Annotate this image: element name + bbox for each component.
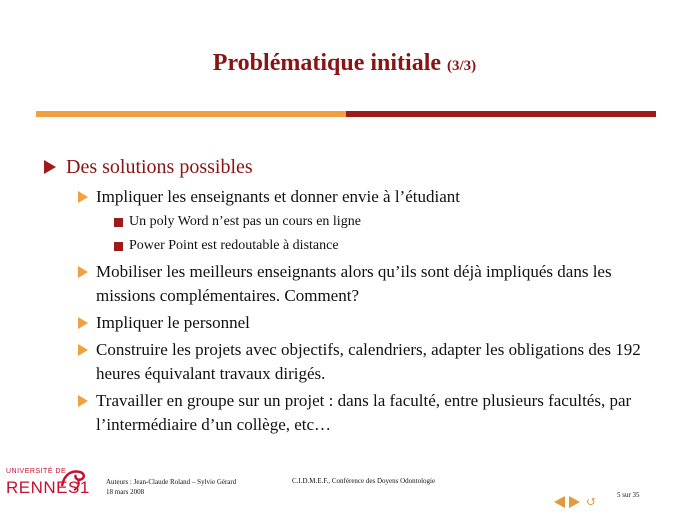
list-item: [78, 185, 644, 209]
date-text: 18 mars 2008: [106, 488, 145, 496]
previous-slide-icon[interactable]: [554, 496, 565, 508]
footer-authors: [106, 477, 236, 497]
footer-conference: C.I.D.M.E.F., Conférence des Doyens Odontologie: [292, 477, 436, 485]
triangle-bullet-icon: [78, 344, 88, 356]
list-item-text: Travailler en groupe sur un projet : dans la faculté, entre plusieurs facultés, par l’intermédiaire d’un collège, etc…: [96, 391, 632, 434]
logo-number: 1: [79, 478, 90, 497]
heading-text: Des solutions possibles: [66, 156, 253, 178]
list-item-text: Impliquer le personnel: [96, 313, 250, 332]
square-bullet-icon: [114, 218, 123, 227]
sub-list-item: [114, 236, 644, 256]
slide-navigation: [554, 496, 597, 508]
list-item: [78, 338, 644, 386]
authors-text: Auteurs : Jean-Claude Roland – Sylvie Gérard: [106, 478, 237, 486]
triangle-bullet-icon: [78, 266, 88, 278]
list-item: [78, 389, 644, 437]
slide-title-text: Problématique initiale: [212, 50, 442, 76]
logo-name: RENNES: [6, 478, 80, 497]
sub-list-item: [114, 212, 644, 232]
slide-title: [0, 50, 689, 77]
square-bullet-icon: [114, 242, 123, 251]
university-logo: [6, 466, 101, 500]
divider-red: [346, 111, 656, 117]
ermine-icon: [58, 466, 88, 494]
next-slide-icon[interactable]: [569, 496, 580, 508]
logo-top-text: UNIVERSITÉ DE: [6, 468, 67, 475]
triangle-bullet-icon: [78, 191, 88, 203]
slide-content: [44, 156, 644, 440]
list-item-text: Construire les projets avec objectifs, calendriers, adapter les obligations des 192 heures équivalant travaux dirigés.: [96, 340, 641, 383]
triangle-bullet-icon: [44, 160, 56, 174]
sub-list-item-text: Power Point est redoutable à distance: [129, 238, 339, 253]
triangle-bullet-icon: [78, 395, 88, 407]
list-item: [78, 311, 644, 335]
divider-orange: [36, 111, 346, 117]
list-item-text: Mobiliser les meilleurs enseignants alors qu’ils sont déjà impliqués dans les missions complémentaires. Comment?: [96, 262, 612, 305]
heading-bullet: [44, 156, 644, 179]
slide-title-suffix: (3/3): [447, 58, 477, 74]
return-icon[interactable]: ↺: [586, 494, 597, 509]
page-number: 5 sur 35: [617, 491, 640, 499]
triangle-bullet-icon: [78, 317, 88, 329]
list-item-text: Impliquer les enseignants et donner envie à l’étudiant: [96, 187, 460, 206]
sub-list-item-text: Un poly Word n’est pas un cours en ligne: [129, 214, 361, 229]
list-item: [78, 260, 644, 308]
